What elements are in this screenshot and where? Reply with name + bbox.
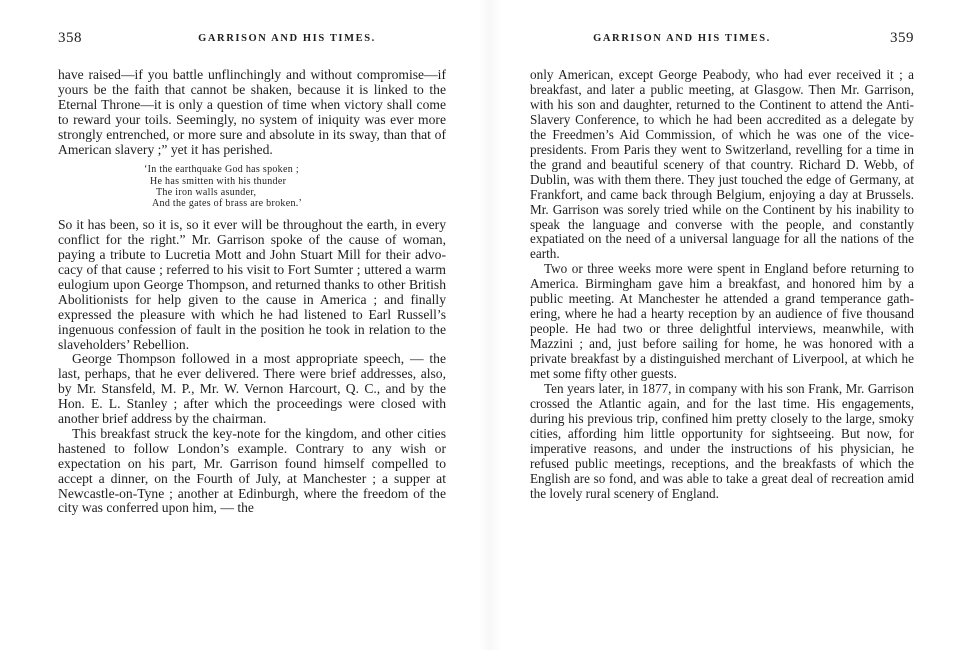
left-paragraph-3: George Thompson followed in a most appropriate speech, — the last, perhaps, that he ever delivered. There were brief addresses, also, by Mr. Stansfeld, M. P., Mr. W. Vernon Harcourt, Q. C., and by the Hon. E. L. Stanley ; after which the proceedings were closed with another brief address by the chairman. [58, 351, 446, 427]
right-running-head [530, 30, 914, 50]
left-paragraph-1: have raised—if you battle unflinchingly and without compromise—if yours be the faith that cannot be shaken, because it is linked to the Eternal Throne—it is only a question of time when victory shall come to reward your toils. Seemingly, no system of iniquity was ever more strongly entrenched, or more sure and absolute in its sway, than that of American slavery ;” yet it has perished. [58, 67, 446, 157]
verse-line-4: And the gates of brass are broken.’ [152, 198, 303, 210]
left-paragraph-4: This breakfast struck the key-note for the kingdom, and other cities hastened to follow London’s example. Contrary to any wish or expectation on his part, Mr. Garrison found himself compelled to accept a dinner, on the Fourth of July, at Manchester ; a supper at Newcastle-on-Tyne ; another at Edinburgh, where the freedom of the city was conferred upon him, — the [58, 425, 446, 516]
left-paragraph-2: So it has been, so it is, so it ever will be throughout the earth, in every conflict for the right.” Mr. Garrison spoke of the cause of woman, paying a tribute to Lucretia Mott and John Stuart Mill for their advocacy of that cause ; referred to his visit to Fort Sumter ; uttered a warm eulogium upon George Thompson, and returned thanks to other British Abolitionists for help given to the cause in America ; and finally expressed the pleasure with which he had listened to Earl Russell’s ingenuous confession of fault in the position he took in relation to the slaveholders’ Rebellion. [58, 217, 446, 352]
left-page [58, 0, 446, 650]
left-running-title: GARRISON AND HIS TIMES. [198, 33, 376, 44]
right-paragraph-2: Two or three weeks more were spent in England before returning to America. Birmingham gave him a breakfast, and honored him by a public meeting. At Manchester he attended a grand temperance gathering, where he had a hearty reception by an audience of five thousand people. He had two or three delightful interviews, meanwhile, with Mazzini ; and, just before sailing for home, he was honored with a private breakfast by a distinguished merchant of Liverpool, at which he met some fifty other guests. [530, 261, 914, 382]
gutter-shadow [478, 0, 502, 650]
left-running-head [58, 30, 446, 50]
verse-line-2: He has smitten with his thunder [150, 175, 287, 187]
right-running-title: GARRISON AND HIS TIMES. [593, 33, 771, 44]
right-page [530, 0, 914, 650]
left-body-text [58, 68, 446, 516]
right-paragraph-3: Ten years later, in 1877, in company with his son Frank, Mr. Garrison crossed the Atlantic again, and for the last time. His engagements, during his previous trip, confined him pretty closely to the large, smoky cities, affording him little opportunity for sightseeing. But now, for imperative reasons, and under the instructions of his physician, he refused public meetings, receptions, and the breakfasts of which the English are so fond, and was able to take a great deal of recreation amid the lovely rural scenery of England. [530, 381, 914, 501]
verse-quotation [58, 164, 446, 209]
right-body-text [530, 68, 914, 502]
left-page-number: 358 [58, 30, 82, 46]
verse-line-1: ‘In the earthquake God has spoken ; [144, 164, 299, 176]
verse-line-3: The iron walls asunder, [156, 186, 257, 198]
right-paragraph-1: only American, except George Peabody, who had ever received it ; a breakfast, and later a public meeting, at Glasgow. Then Mr. Garrison, with his son and daughter, returned to the Continent to attend the Anti-Slavery Conference, to which he had been accredited as a delegate by the Freedmen’s Aid Commission, of which he was one of the vice-presidents. From Paris they went to Switzerland, revelling for a time in the grand and beautiful scenery of that country. Richard D. Webb, of Dublin, was with them there. They just touched the edge of Germany, at Frankfort, and came back through Belgium, enjoying a day at Brussels. Mr. Garrison was sorely tried while on the Continent by his inability to speak the language and converse with the people, and constantly expatiated on the need of a universal language for all the nations of the earth. [530, 67, 914, 262]
right-page-number: 359 [890, 30, 914, 46]
